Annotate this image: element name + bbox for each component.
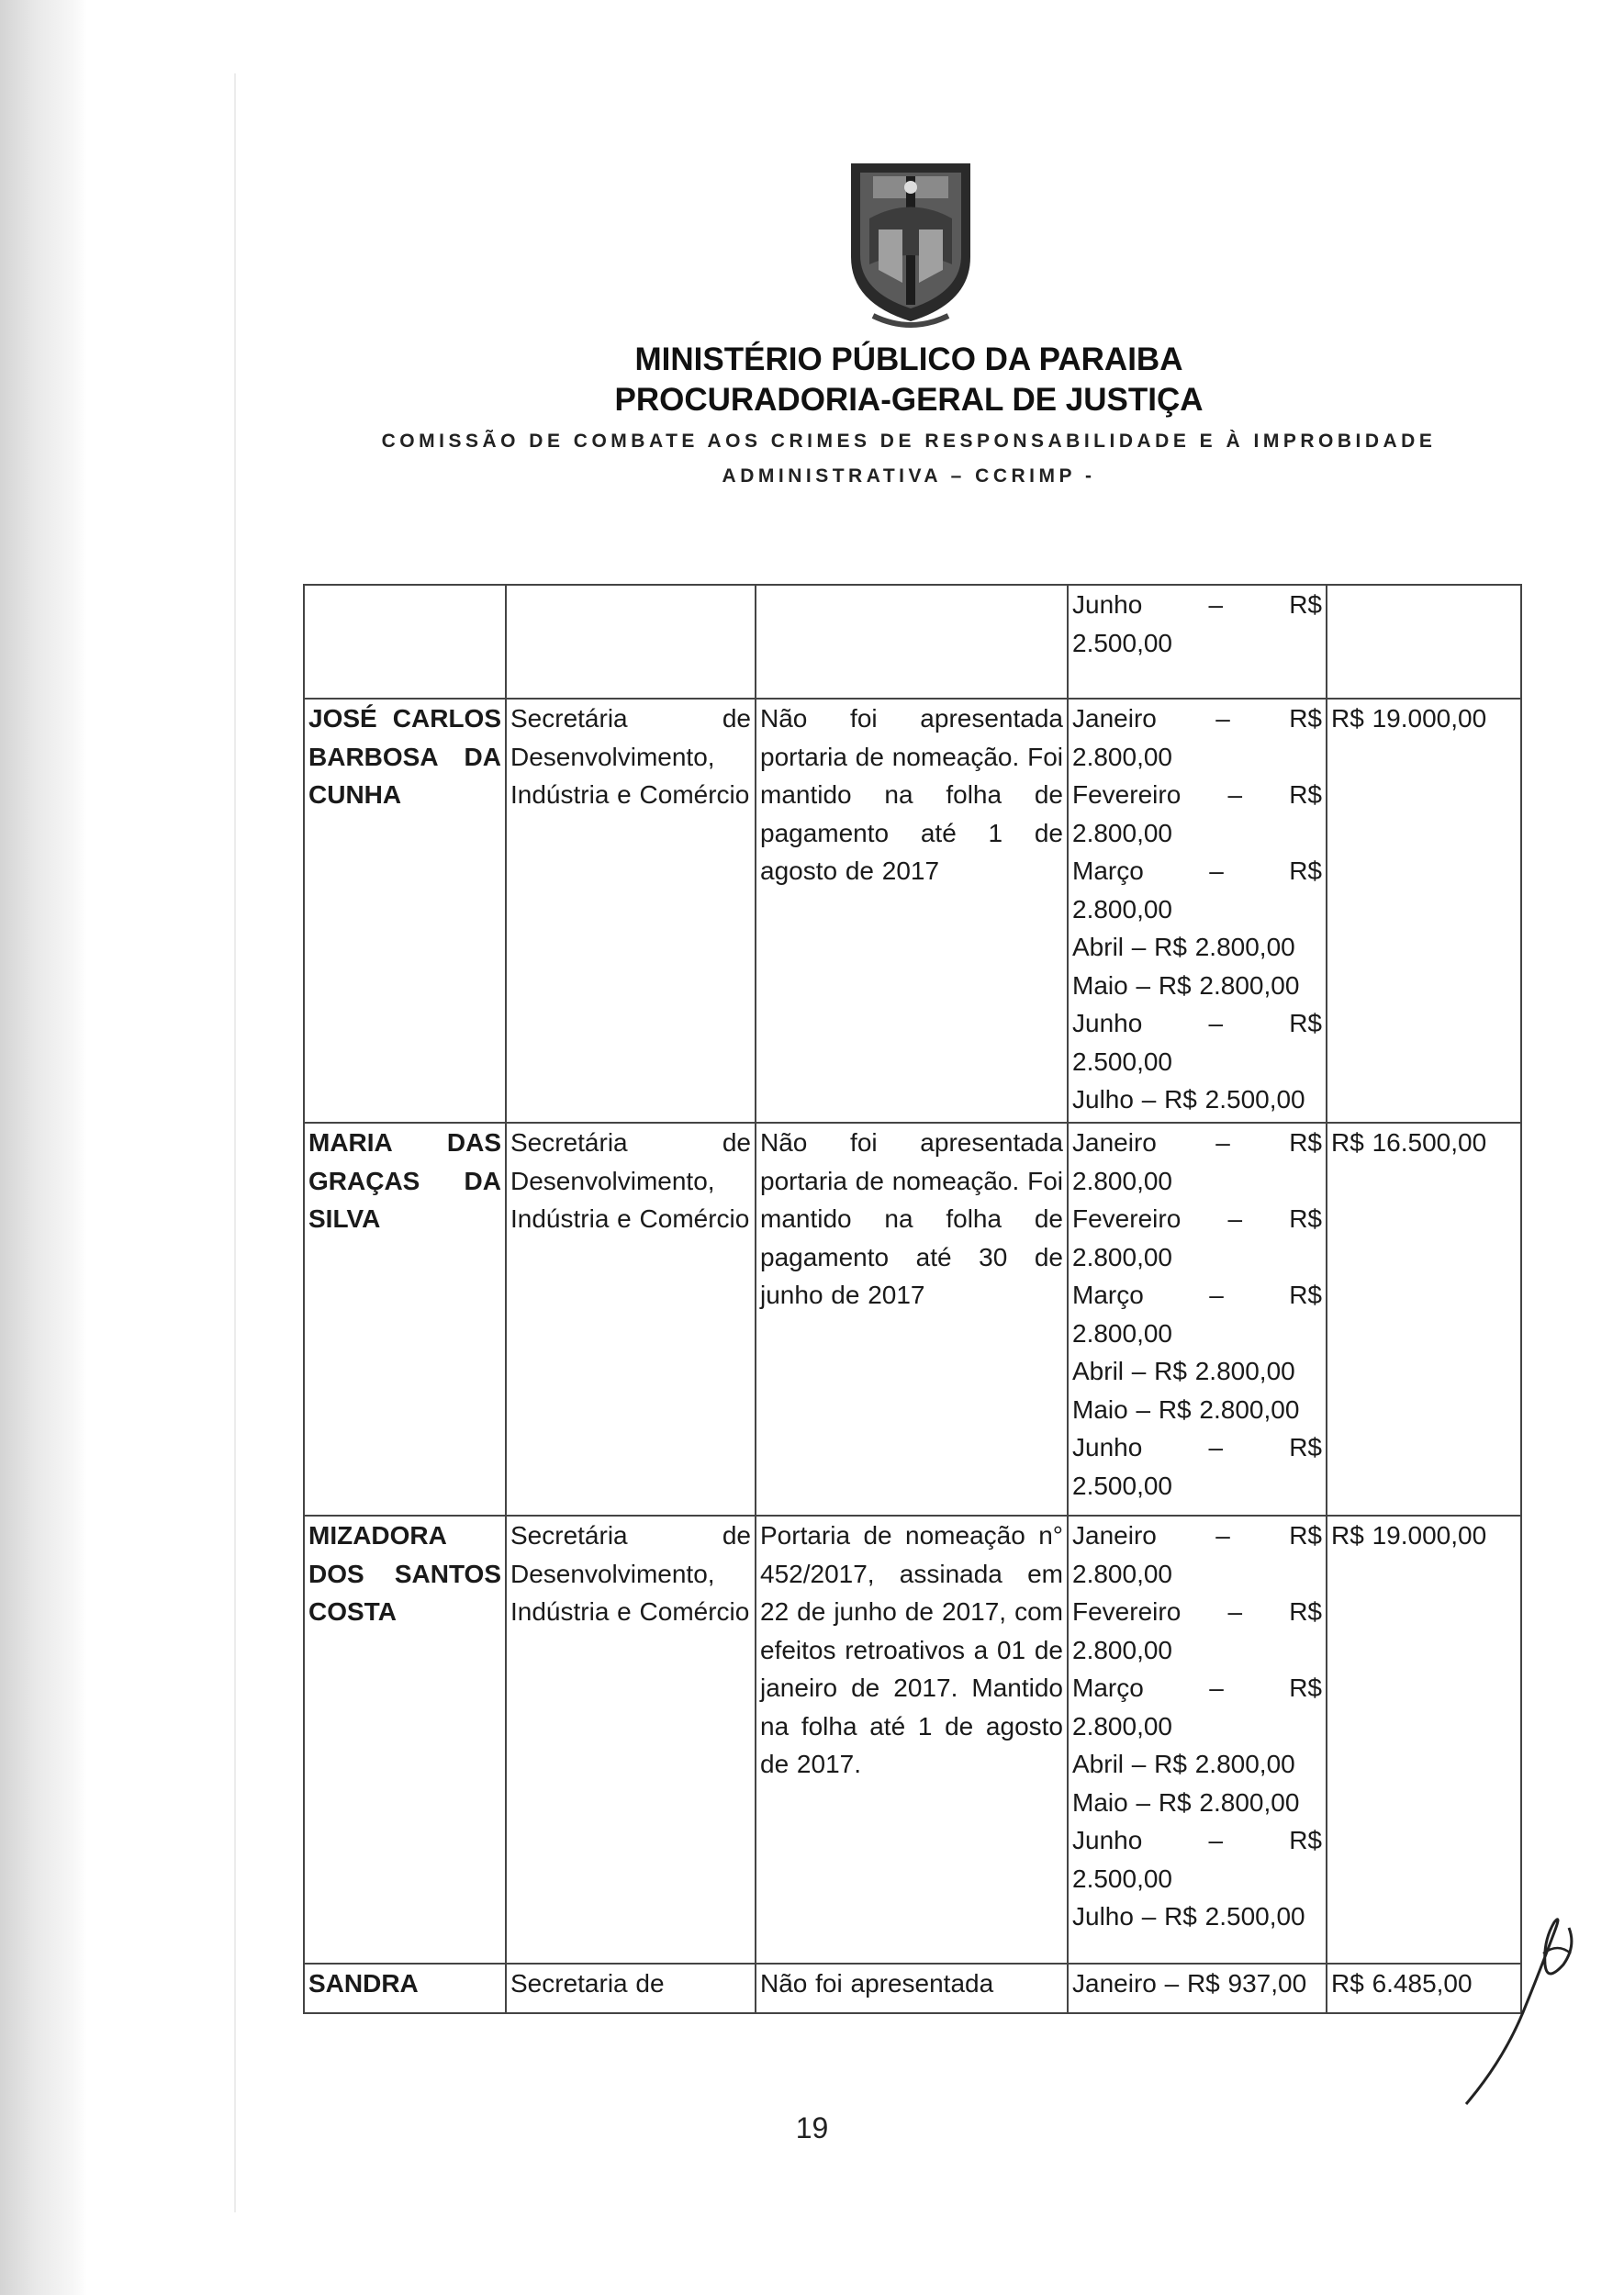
payment-amount: 2.800,00: [1072, 1242, 1172, 1271]
payment-month: Junho: [1072, 1433, 1143, 1461]
payment-currency: R$: [1289, 856, 1322, 885]
payment-month-line: [1072, 1004, 1322, 1043]
payment-line: Julho – R$ 2.500,00: [1072, 1085, 1305, 1114]
organ-cell: Secretária de Desenvolvimento, Indústria e Comércio: [506, 699, 756, 1123]
table-row: [304, 1123, 1521, 1516]
nomination-status-cell: Não foi apresentada portaria de nomeação. Foi mantido na folha de pagamento até 1 de agosto de 2017: [756, 699, 1068, 1123]
table-row: [304, 699, 1521, 1123]
handwritten-signature: [1455, 1900, 1593, 2111]
payment-currency: R$: [1289, 1826, 1322, 1854]
payment-currency: R$: [1289, 1128, 1322, 1157]
payment-dash: –: [1208, 1433, 1224, 1461]
payment-amount: 2.500,00: [1072, 1047, 1172, 1076]
payment-month-line: [1072, 1428, 1322, 1467]
scan-fold-line: [234, 73, 236, 2212]
header-commission-cont: ADMINISTRATIVA – CCRIMP -: [722, 465, 1096, 487]
organ-cell: Secretária de Desenvolvimento, Indústria e Comércio: [506, 1516, 756, 1964]
payment-currency: R$: [1289, 1521, 1322, 1550]
payment-amount: 2.800,00: [1072, 1711, 1172, 1741]
monthly-payments-cell: [1068, 1516, 1327, 1964]
servant-name-cell: MIZADORA DOS SANTOS COSTA: [304, 1516, 506, 1964]
payment-line: Janeiro – R$ 937,00: [1072, 1969, 1307, 1998]
payment-month: Janeiro: [1072, 1521, 1157, 1550]
payment-currency: R$: [1289, 1674, 1322, 1702]
header-procuradoria: PROCURADORIA-GERAL DE JUSTIÇA: [614, 382, 1204, 418]
monthly-payments-cell: [1068, 699, 1327, 1123]
payment-line: Maio – R$ 2.800,00: [1072, 970, 1300, 1000]
payment-dash: –: [1215, 1521, 1230, 1550]
payment-amount: 2.800,00: [1072, 1559, 1172, 1588]
payment-line: Abril – R$ 2.800,00: [1072, 1357, 1295, 1385]
organ-cell: Secretaria de: [506, 1964, 756, 2013]
payment-amount: 2.500,00: [1072, 1864, 1172, 1893]
total-amount-cell: [1327, 585, 1521, 699]
payment-month: Junho: [1072, 1009, 1143, 1037]
payment-month-line: [1072, 1517, 1322, 1555]
payment-month-line: [1072, 586, 1322, 624]
payment-month: Fevereiro: [1072, 1204, 1182, 1233]
payment-currency: R$: [1289, 1009, 1322, 1037]
payment-month-line: [1072, 852, 1322, 890]
monthly-payments-cell: [1068, 585, 1327, 699]
monthly-payments-cell: [1068, 1123, 1327, 1516]
payment-line: Maio – R$ 2.800,00: [1072, 1787, 1300, 1817]
servants-payments-table: [303, 584, 1522, 2014]
payment-dash: –: [1227, 780, 1243, 809]
payment-currency: R$: [1289, 1281, 1322, 1309]
nomination-status-cell: Não foi apresentada portaria de nomeação. Foi mantido na folha de pagamento até 30 de junho de 2017: [756, 1123, 1068, 1516]
payment-amount: 2.800,00: [1072, 894, 1172, 924]
servant-name-cell: SANDRA: [304, 1964, 506, 2013]
payment-currency: R$: [1289, 1433, 1322, 1461]
payment-dash: –: [1215, 704, 1230, 733]
servant-name-cell: JOSÉ CARLOS BARBOSA DA CUNHA: [304, 699, 506, 1123]
total-amount-cell: R$ 16.500,00: [1327, 1123, 1521, 1516]
total-amount-cell: R$ 19.000,00: [1327, 1516, 1521, 1964]
payment-month: Março: [1072, 1281, 1144, 1309]
payment-dash: –: [1227, 1597, 1243, 1626]
payment-currency: R$: [1289, 704, 1322, 733]
organ-cell: [506, 585, 756, 699]
payment-month: Fevereiro: [1072, 1597, 1182, 1626]
payment-dash: –: [1209, 1281, 1224, 1309]
payment-amount: 2.500,00: [1072, 1471, 1172, 1500]
payment-month-line: [1072, 1276, 1322, 1315]
payment-month: Janeiro: [1072, 1128, 1157, 1157]
payment-month-line: [1072, 1821, 1322, 1860]
payment-line: Abril – R$ 2.800,00: [1072, 1750, 1295, 1778]
payment-currency: R$: [1289, 780, 1322, 809]
payment-line: Abril – R$ 2.800,00: [1072, 933, 1295, 961]
payment-month: Março: [1072, 1674, 1144, 1702]
payment-month-line: [1072, 1593, 1322, 1631]
header-ministry: MINISTÉRIO PÚBLICO DA PARAIBA: [634, 341, 1183, 377]
payment-amount: 2.800,00: [1072, 1166, 1172, 1195]
payment-dash: –: [1208, 1009, 1224, 1037]
payment-dash: –: [1209, 856, 1224, 885]
scan-shadow-edge: [0, 0, 87, 2295]
table-row: [304, 1964, 1521, 2013]
total-amount-cell: R$ 19.000,00: [1327, 699, 1521, 1123]
payment-line: Maio – R$ 2.800,00: [1072, 1394, 1300, 1424]
total-amount-cell: R$ 6.485,00: [1327, 1964, 1521, 2013]
payment-month: Junho: [1072, 1826, 1143, 1854]
document-header: [275, 340, 1542, 494]
servant-name-cell: MARIA DAS GRAÇAS DA SILVA: [304, 1123, 506, 1516]
page-number: 19: [795, 2111, 829, 2144]
table-row: [304, 1516, 1521, 1964]
nomination-status-cell: [756, 585, 1068, 699]
payment-dash: –: [1215, 1128, 1230, 1157]
payment-amount: 2.500,00: [1072, 628, 1172, 657]
payment-month: Junho: [1072, 590, 1143, 619]
payment-dash: –: [1208, 590, 1224, 619]
header-commission: COMISSÃO DE COMBATE AOS CRIMES DE RESPONSABILIDADE E À IMPROBIDADE: [381, 431, 1437, 452]
payment-amount: 2.800,00: [1072, 1635, 1172, 1664]
payment-currency: R$: [1289, 590, 1322, 619]
table-row: [304, 585, 1521, 699]
payment-amount: 2.800,00: [1072, 818, 1172, 847]
servant-name-cell: [304, 585, 506, 699]
payment-amount: 2.800,00: [1072, 1318, 1172, 1348]
payment-month-line: [1072, 700, 1322, 738]
payment-currency: R$: [1289, 1204, 1322, 1233]
payment-line: Julho – R$ 2.500,00: [1072, 1902, 1305, 1931]
nomination-status-cell: Não foi apresentada: [756, 1964, 1068, 2013]
monthly-payments-cell: [1068, 1964, 1327, 2013]
payment-month-line: [1072, 776, 1322, 814]
payment-month-line: [1072, 1200, 1322, 1238]
payment-amount: 2.800,00: [1072, 742, 1172, 771]
nomination-status-cell: Portaria de nomeação n° 452/2017, assinada em 22 de junho de 2017, com efeitos retroativos a 01 de janeiro de 2017. Mantido na folha até 1 de agosto de 2017.: [756, 1516, 1068, 1964]
payment-month: Fevereiro: [1072, 780, 1182, 809]
payment-month-line: [1072, 1669, 1322, 1707]
payment-dash: –: [1209, 1674, 1224, 1702]
organ-cell: Secretária de Desenvolvimento, Indústria e Comércio: [506, 1123, 756, 1516]
payment-dash: –: [1208, 1826, 1224, 1854]
payment-month: Março: [1072, 856, 1144, 885]
payment-month: Janeiro: [1072, 704, 1157, 733]
coat-of-arms-emblem: [846, 154, 976, 329]
payment-currency: R$: [1289, 1597, 1322, 1626]
payment-dash: –: [1227, 1204, 1243, 1233]
payment-month-line: [1072, 1124, 1322, 1162]
